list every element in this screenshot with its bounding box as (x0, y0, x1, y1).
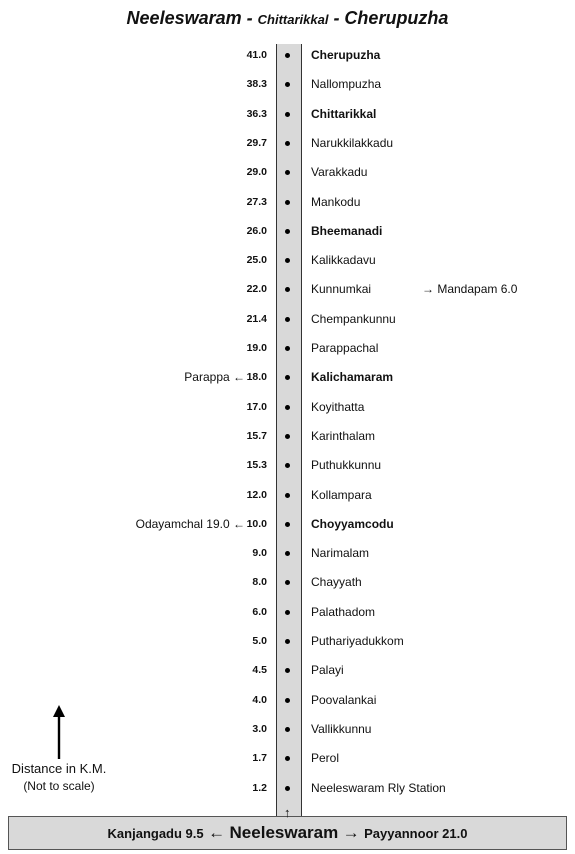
station-name: Neeleswaram Rly Station (311, 780, 446, 795)
legend-note: (Not to scale) (23, 779, 95, 793)
station-km: 21.4 (246, 312, 267, 325)
station-name: Bheemanadi (311, 223, 383, 238)
station-name: Kalichamaram (311, 370, 394, 385)
station-name: Vallikkunnu (311, 721, 372, 736)
station-dot-icon (285, 639, 290, 644)
station-km: 38.3 (246, 78, 267, 91)
station-row (0, 193, 575, 213)
station-name: Narukkilakkadu (311, 135, 394, 150)
station-dot-icon (285, 727, 290, 732)
station-km: 29.0 (246, 166, 267, 179)
station-row (0, 163, 575, 183)
station-dot-icon (285, 786, 290, 791)
station-row (0, 75, 575, 95)
station-km: 15.3 (246, 459, 267, 472)
station-row (0, 456, 575, 476)
station-dot-icon (285, 756, 290, 761)
station-dot-icon (285, 141, 290, 146)
station-name: Mankodu (311, 194, 361, 209)
station-row (0, 691, 575, 711)
station-km: 15.7 (246, 429, 267, 442)
main-line-label (0, 823, 575, 843)
station-row (0, 544, 575, 564)
station-km: 8.0 (252, 576, 267, 589)
station-name: Puthukkunnu (311, 458, 382, 473)
station-dot-icon (285, 53, 290, 58)
station-row (0, 573, 575, 593)
station-row (0, 222, 575, 242)
station-dot-icon (285, 229, 290, 234)
station-dot-icon (285, 317, 290, 322)
station-km: 1.7 (252, 752, 267, 765)
station-dot-icon (285, 698, 290, 703)
title-right: - Cherupuzha (328, 8, 449, 28)
station-dot-icon (285, 434, 290, 439)
station-dot-icon (285, 668, 290, 673)
right-arrow-icon: → (342, 823, 360, 842)
station-km: 9.0 (252, 547, 267, 560)
station-row (0, 515, 575, 535)
station-row (0, 632, 575, 652)
station-row (0, 603, 575, 623)
station-km: 36.3 (246, 107, 267, 120)
page-title (0, 8, 575, 29)
station-dot-icon (285, 82, 290, 87)
station-row (0, 46, 575, 66)
station-dot-icon (285, 405, 290, 410)
station-name: Cherupuzha (311, 48, 381, 62)
main-line-right: Payyannoor 21.0 (364, 826, 468, 841)
station-km: 26.0 (246, 224, 267, 237)
station-km: 19.0 (246, 342, 267, 354)
station-name: Kalikkadavu (311, 253, 376, 268)
station-km: 4.5 (252, 664, 267, 677)
station-row (0, 486, 575, 506)
main-line-left: Kanjangadu 9.5 (107, 826, 204, 841)
station-name: Choyyamcodu (311, 516, 394, 531)
station-name: Parappachal (311, 341, 379, 355)
station-dot-icon (285, 375, 290, 380)
station-name: Palayi (311, 663, 344, 678)
station-km: 4.0 (252, 693, 267, 706)
station-row (0, 251, 575, 271)
up-arrow-icon (52, 705, 66, 759)
station-row (0, 280, 575, 300)
station-km: 12.0 (246, 488, 267, 501)
station-name: Chayyath (311, 575, 362, 590)
station-row (0, 339, 575, 359)
station-km: 3.0 (252, 722, 267, 735)
station-dot-icon (285, 463, 290, 468)
left-arrow-icon: ← (208, 823, 226, 842)
station-dot-icon (285, 580, 290, 585)
station-km: 25.0 (246, 254, 267, 267)
station-km: 22.0 (246, 283, 267, 296)
main-line-center: Neeleswaram (229, 823, 339, 842)
legend-title: Distance in K.M. (11, 761, 107, 776)
junction-up-arrow: ↑ (284, 805, 291, 820)
station-km: 1.2 (252, 781, 267, 794)
station-dot-icon (285, 346, 290, 351)
branch-right-label: → Mandapam 6.0 (422, 282, 518, 297)
station-name: Koyithatta (311, 399, 365, 414)
title-left: Neeleswaram - (126, 8, 258, 28)
station-dot-icon (285, 610, 290, 615)
station-name: Palathadom (311, 604, 376, 619)
station-name: Perol (311, 751, 340, 766)
station-name: Kunnumkai (311, 282, 372, 297)
station-km: 18.0 (246, 371, 267, 384)
station-km: 10.0 (246, 517, 267, 530)
station-km: 5.0 (252, 635, 267, 647)
station-dot-icon (285, 200, 290, 205)
title-middle: Chittarikkal (257, 12, 329, 27)
branch-left-label: Odayamchal 19.0 ← (135, 516, 245, 531)
station-dot-icon (285, 522, 290, 527)
station-name: Chempankunnu (311, 311, 396, 326)
station-km: 29.7 (246, 136, 267, 149)
station-name: Narimalam (311, 546, 370, 561)
branch-left-label: Parappa ← (184, 370, 245, 385)
station-name: Poovalankai (311, 692, 377, 707)
station-dot-icon (285, 493, 290, 498)
station-name: Nallompuzha (311, 77, 382, 92)
station-name: Chittarikkal (311, 106, 377, 121)
station-km: 17.0 (246, 400, 267, 413)
station-row (0, 105, 575, 125)
station-dot-icon (285, 170, 290, 175)
station-name: Varakkadu (311, 165, 368, 180)
station-row (0, 310, 575, 330)
station-row (0, 661, 575, 681)
station-dot-icon (285, 551, 290, 556)
station-dot-icon (285, 258, 290, 263)
station-dot-icon (285, 112, 290, 117)
station-name: Puthariyadukkom (311, 634, 404, 648)
station-row (0, 398, 575, 418)
station-km: 6.0 (252, 605, 267, 618)
station-row (0, 720, 575, 740)
station-name: Kollampara (311, 487, 372, 502)
station-name: Karinthalam (311, 428, 376, 443)
station-row (0, 368, 575, 388)
station-km: 41.0 (246, 49, 267, 61)
station-row (0, 427, 575, 447)
station-row (0, 134, 575, 154)
station-km: 27.3 (246, 195, 267, 208)
station-dot-icon (285, 287, 290, 292)
